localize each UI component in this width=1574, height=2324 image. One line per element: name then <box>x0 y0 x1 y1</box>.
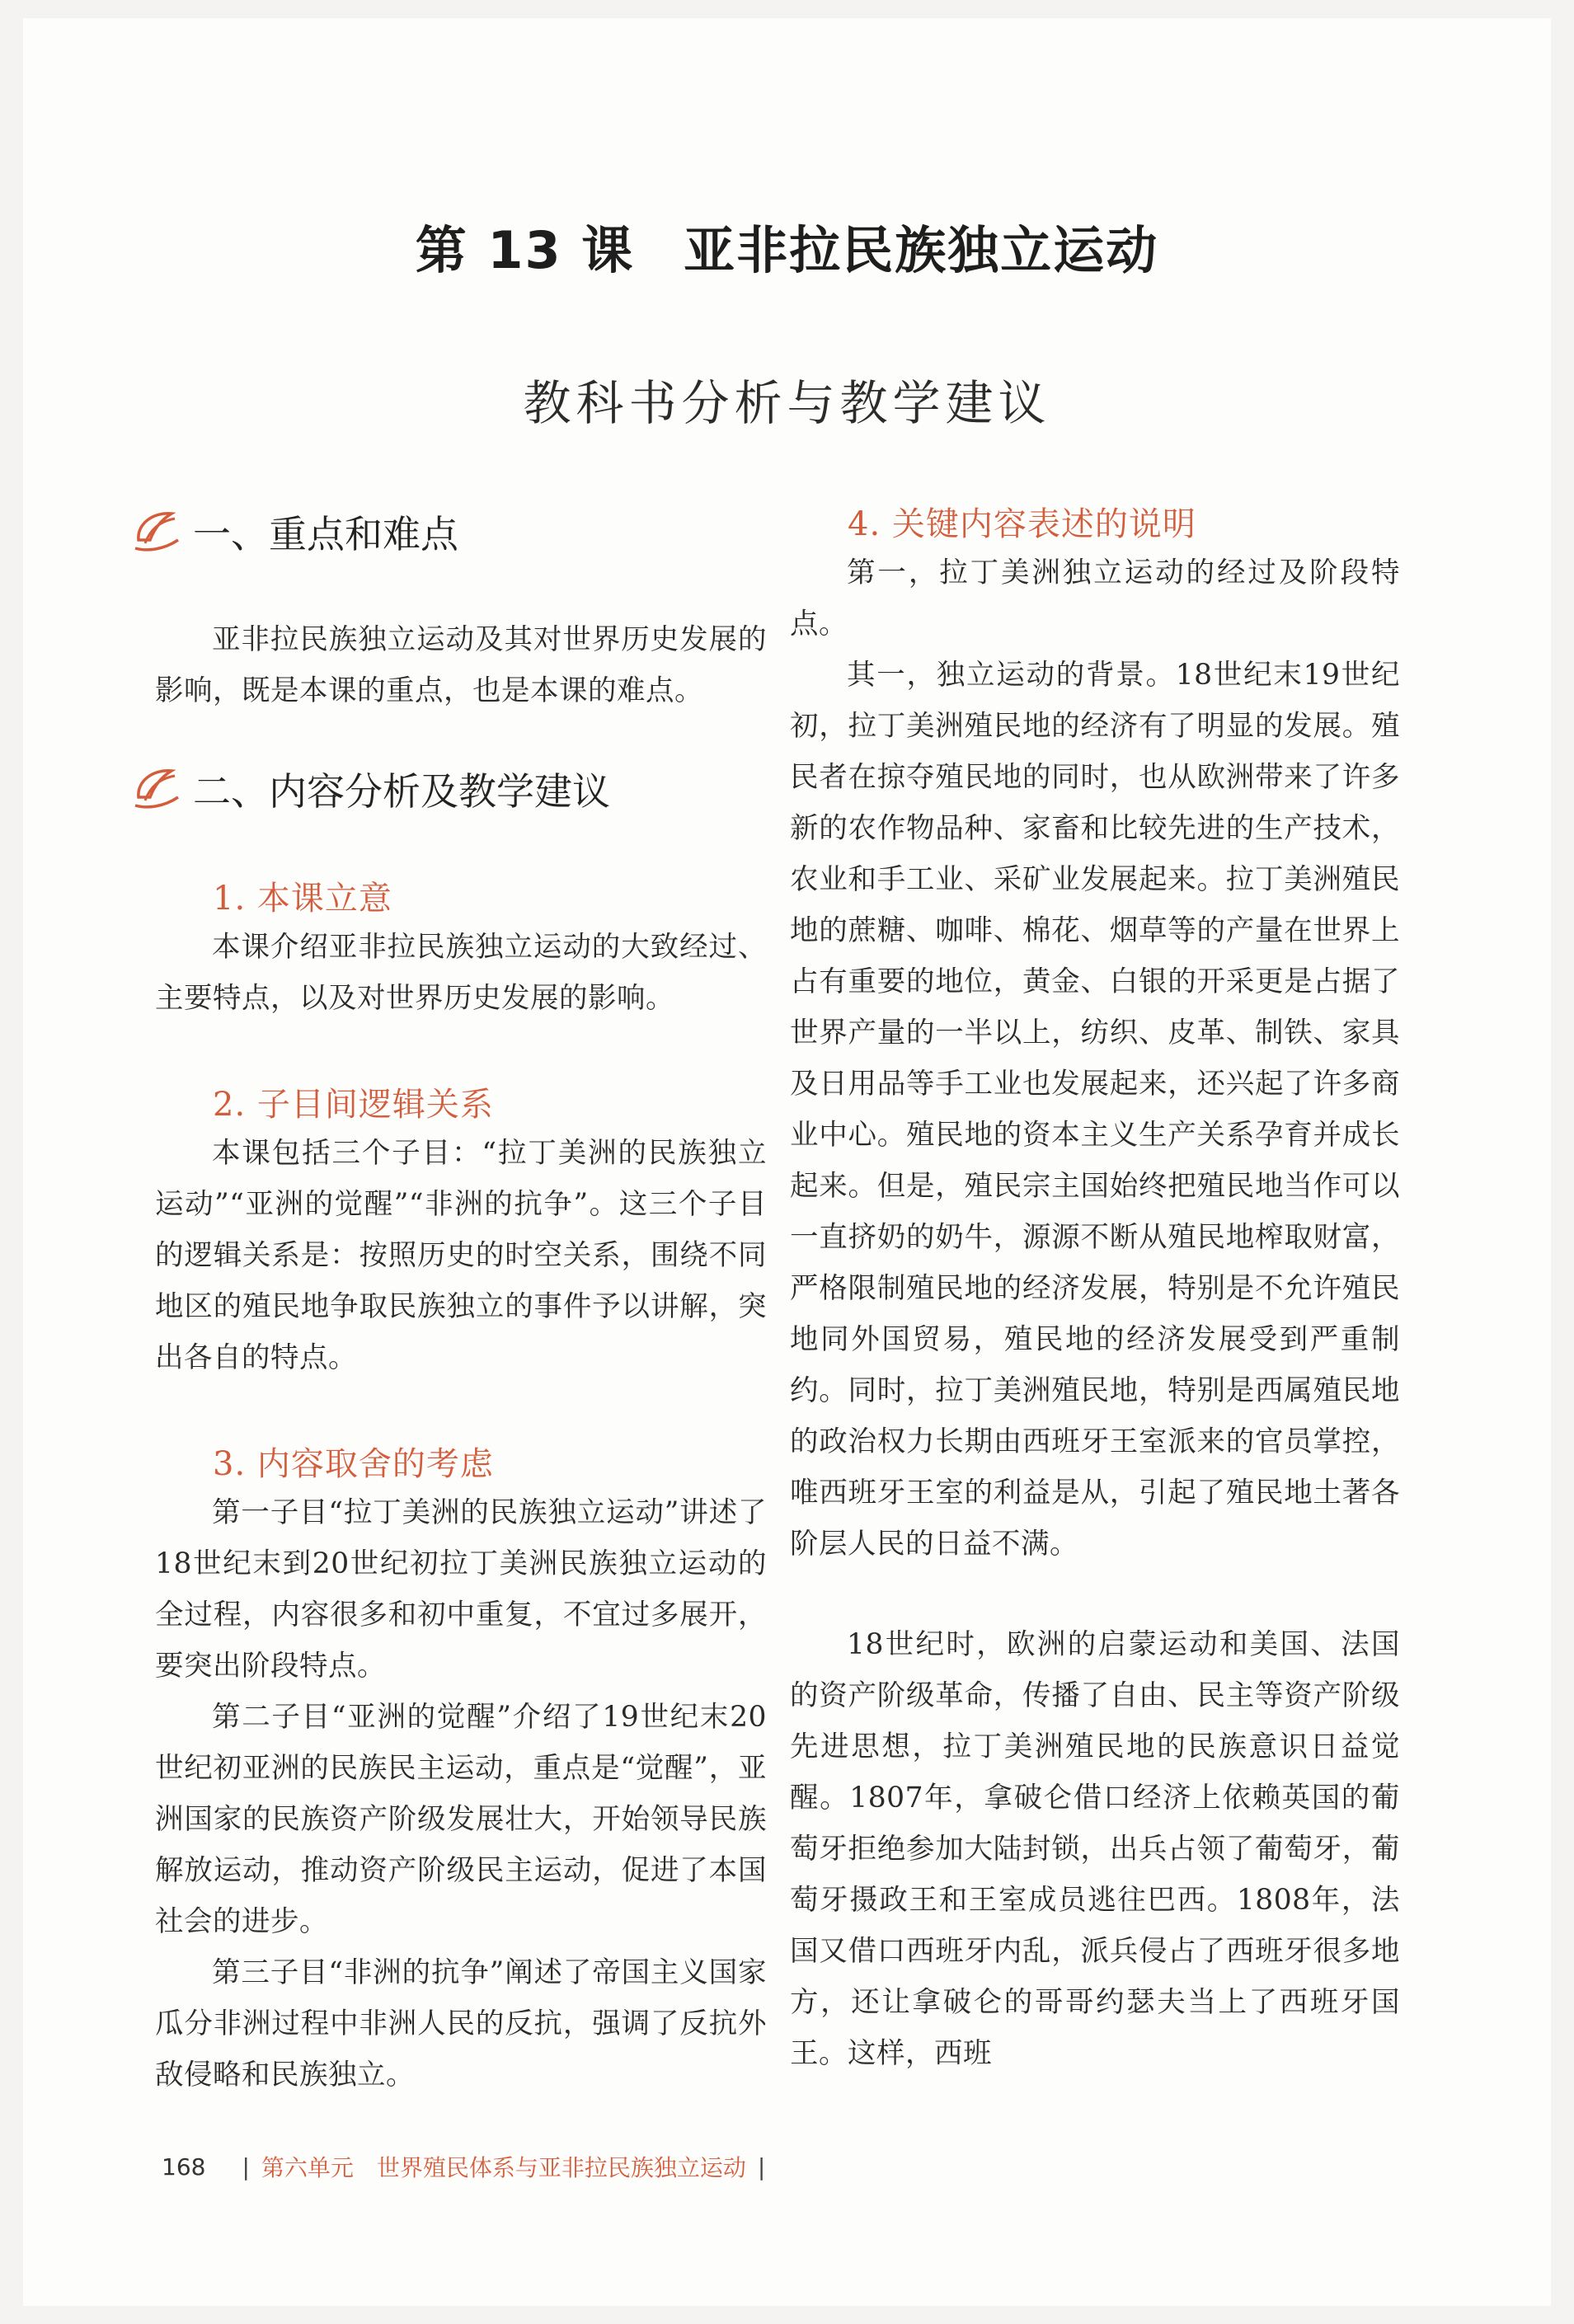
feather-scroll-icon <box>130 507 183 556</box>
subheading-4: 4. 关键内容表述的说明 <box>848 505 1196 543</box>
subheading-2: 2. 子目间逻辑关系 <box>213 1086 494 1124</box>
feather-scroll-icon <box>130 764 183 814</box>
page-footer <box>162 2150 777 2183</box>
sub3-paragraph-1: 第一子目“拉丁美洲的民族独立运动”讲述了18世纪末到20世纪初拉丁美洲民族独立运动的全过程，内容很多和初中重复，不宜过多展开，要突出阶段特点。 <box>155 1496 767 1683</box>
sub3-paragraph-2: 第二子目“亚洲的觉醒”介绍了19世纪末20世纪初亚洲的民族民主运动，重点是“觉醒”，亚洲国家的民族资产阶级发展壮大，开始领导民族解放运动，推动资产阶级民主运动，促进了本国社会的进步。 <box>155 1701 767 1938</box>
footer-divider: | <box>757 2153 766 2181</box>
lesson-name: 亚非拉民族独立运动 <box>684 220 1159 280</box>
sec1-paragraph: 亚非拉民族独立运动及其对世界历史发展的影响，既是本课的重点，也是本课的难点。 <box>155 623 767 707</box>
right-paragraph-1: 第一，拉丁美洲独立运动的经过及阶段特点。 <box>790 556 1400 641</box>
sub1-paragraph: 本课介绍亚非拉民族独立运动的大致经过、主要特点，以及对世界历史发展的影响。 <box>155 931 767 1015</box>
sub3-paragraph-3: 第三子目“非洲的抗争”阐述了帝国主义国家瓜分非洲过程中非洲人民的反抗，强调了反抗外敌侵略和民族独立。 <box>155 1956 767 2092</box>
section-heading-1 <box>130 505 458 559</box>
unit-title: 第六单元 世界殖民体系与亚非拉民族独立运动 <box>261 2154 746 2181</box>
section-heading-1-text: 一、重点和难点 <box>193 512 458 556</box>
subheading-1: 1. 本课立意 <box>213 880 392 918</box>
sub2-paragraph: 本课包括三个子目：“拉丁美洲的民族独立运动”“亚洲的觉醒”“非洲的抗争”。这三个子目的逻辑关系是：按照历史的时空关系，围绕不同地区的殖民地争取民族独立的事件予以讲解，突出各自的特点。 <box>155 1137 767 1374</box>
textbook-page <box>23 18 1551 2306</box>
lesson-number: 第 13 课 <box>415 220 635 280</box>
right-paragraph-2: 其一，独立运动的背景。18世纪末19世纪初，拉丁美洲殖民地的经济有了明显的发展。殖民者在掠夺殖民地的同时，也从欧洲带来了许多新的农作物品种、家畜和比较先进的生产技术，农业和手工业、采矿业发展起来。拉丁美洲殖民地的蔗糖、咖啡、棉花、烟草等的产量在世界上占有重要的地位，黄金、白银的开采更是占据了世界产量的一半以上，纺织、皮革、制铁、家具及日用品等手工业也发展起来，还兴起了许多商业中心。殖民地的资本主义生产关系孕育并成长起来。但是，殖民宗主国始终把殖民地当作可以一直挤奶的奶牛，源源不断从殖民地榨取财富，严格限制殖民地的经济发展，特别是不允许殖民地同外国贸易，殖民地的经济发展受到严重制约。同时，拉丁美洲殖民地，特别是西属殖民地的政治权力长期由西班牙王室派来的官员掌控，唯西班牙王室的利益是从，引起了殖民地土著各阶层人民的日益不满。 <box>790 659 1400 1561</box>
page-number: 168 <box>162 2153 206 2181</box>
section-heading-2-text: 二、内容分析及教学建议 <box>193 769 610 814</box>
section-heading-2 <box>130 762 610 816</box>
section-subtitle: 教科书分析与教学建议 <box>523 375 1051 431</box>
right-paragraph-3: 18世纪时，欧洲的启蒙运动和美国、法国的资产阶级革命，传播了自由、民主等资产阶级先进思想，拉丁美洲殖民地的民族意识日益觉醒。1807年，拿破仑借口经济上依赖英国的葡萄牙拒绝参加大陆封锁，出兵占领了葡萄牙，葡萄牙摄政王和王室成员逃往巴西。1808年，法国又借口西班牙内乱，派兵侵占了西班牙很多地方，还让拿破仑的哥哥约瑟夫当上了西班牙国王。这样，西班 <box>790 1628 1400 2070</box>
lesson-title <box>23 209 1551 283</box>
subheading-3: 3. 内容取舍的考虑 <box>213 1445 494 1483</box>
footer-divider: | <box>242 2153 250 2181</box>
